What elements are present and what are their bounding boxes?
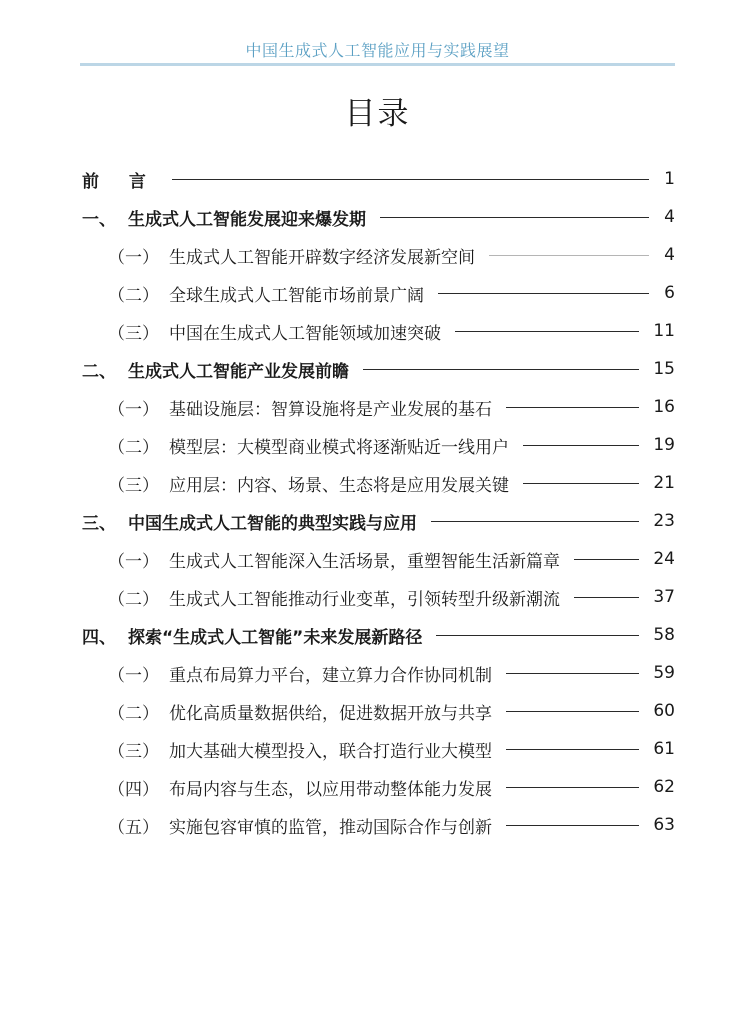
toc-section-row[interactable] bbox=[82, 426, 675, 464]
toc-leader-line bbox=[506, 787, 639, 788]
toc-entry-number: （五） bbox=[108, 817, 159, 838]
toc-entry-title: 生成式人工智能产业发展前瞻 bbox=[128, 361, 349, 382]
toc-section-row[interactable] bbox=[82, 692, 675, 730]
toc-page-number: 4 bbox=[664, 245, 675, 265]
toc-entry-title: 中国生成式人工智能的典型实践与应用 bbox=[128, 513, 417, 534]
toc-entry-number: （三） bbox=[108, 475, 159, 496]
toc-entry-title: 生成式人工智能推动行业变革，引领转型升级新潮流 bbox=[169, 589, 560, 610]
toc-leader-line bbox=[506, 673, 639, 674]
toc-entry-label bbox=[108, 243, 475, 268]
toc-leader-line bbox=[574, 559, 639, 560]
toc-leader-line bbox=[436, 635, 639, 636]
toc-page-number: 16 bbox=[653, 397, 675, 417]
toc-chapter-row[interactable] bbox=[82, 350, 675, 388]
toc-section-row[interactable] bbox=[82, 540, 675, 578]
toc-section-row[interactable] bbox=[82, 578, 675, 616]
toc-entry-title: 实施包容审慎的监管，推动国际合作与创新 bbox=[169, 817, 492, 838]
running-header: 中国生成式人工智能应用与实践展望 bbox=[245, 41, 510, 60]
toc-page-number: 61 bbox=[653, 739, 675, 759]
toc-entry-title: 生成式人工智能发展迎来爆发期 bbox=[128, 209, 366, 230]
toc-entry-label bbox=[108, 281, 424, 306]
toc-entry-number: （三） bbox=[108, 323, 159, 344]
toc-page-number: 58 bbox=[653, 625, 675, 645]
toc-entry-label bbox=[82, 205, 366, 230]
toc-leader-line bbox=[172, 179, 649, 180]
toc-entry-title: 模型层：大模型商业模式将逐渐贴近一线用户 bbox=[169, 437, 509, 458]
header-divider bbox=[80, 63, 675, 66]
toc-leader-line bbox=[489, 255, 649, 256]
toc-entry-number: 一、 bbox=[82, 209, 116, 230]
toc-entry-label bbox=[82, 509, 417, 534]
toc-section-row[interactable] bbox=[82, 654, 675, 692]
toc-page-number: 63 bbox=[653, 815, 675, 835]
toc-page-number: 24 bbox=[653, 549, 675, 569]
toc-entry-label bbox=[108, 547, 560, 572]
toc-entry-label bbox=[108, 395, 492, 420]
toc-section-row[interactable] bbox=[82, 312, 675, 350]
toc-entry-label bbox=[108, 737, 492, 762]
toc-leader-line bbox=[380, 217, 649, 218]
toc-entry-number: （一） bbox=[108, 399, 159, 420]
toc-leader-line bbox=[431, 521, 639, 522]
toc-entry-title: 探索“生成式人工智能”未来发展新路径 bbox=[128, 627, 423, 648]
toc-section-row[interactable] bbox=[82, 236, 675, 274]
toc-entry-label bbox=[108, 661, 492, 686]
toc-entry-label bbox=[108, 319, 441, 344]
toc-entry-number: （一） bbox=[108, 551, 159, 572]
table-of-contents bbox=[82, 160, 675, 844]
toc-entry-number: 三、 bbox=[82, 513, 116, 534]
toc-entry-number: 四、 bbox=[82, 627, 116, 648]
toc-leader-line bbox=[523, 445, 639, 446]
toc-entry-title: 优化高质量数据供给，促进数据开放与共享 bbox=[169, 703, 492, 724]
toc-entry-number: （一） bbox=[108, 247, 159, 268]
toc-entry-label bbox=[108, 699, 492, 724]
toc-entry-title: 生成式人工智能深入生活场景，重塑智能生活新篇章 bbox=[169, 551, 560, 572]
toc-section-row[interactable] bbox=[82, 730, 675, 768]
toc-entry-title: 前 言 bbox=[82, 171, 158, 192]
toc-title: 目录 bbox=[344, 96, 411, 132]
toc-entry-title: 基础设施层：智算设施将是产业发展的基石 bbox=[169, 399, 492, 420]
toc-entry-label bbox=[108, 813, 492, 838]
toc-entry-title: 应用层：内容、场景、生态将是应用发展关键 bbox=[169, 475, 509, 496]
toc-entry-label bbox=[108, 585, 560, 610]
toc-entry-number: （四） bbox=[108, 779, 159, 800]
toc-page-number: 1 bbox=[664, 169, 675, 189]
toc-section-row[interactable] bbox=[82, 806, 675, 844]
toc-chapter-row[interactable] bbox=[82, 198, 675, 236]
toc-page-number: 59 bbox=[653, 663, 675, 683]
toc-entry-label bbox=[108, 433, 509, 458]
toc-entry-number: （二） bbox=[108, 437, 159, 458]
toc-page-number: 21 bbox=[653, 473, 675, 493]
toc-entry-title: 中国在生成式人工智能领域加速突破 bbox=[169, 323, 441, 344]
toc-section-row[interactable] bbox=[82, 768, 675, 806]
toc-page-number: 4 bbox=[664, 207, 675, 227]
toc-leader-line bbox=[363, 369, 639, 370]
toc-entry-title: 全球生成式人工智能市场前景广阔 bbox=[169, 285, 424, 306]
toc-entry-title: 生成式人工智能开辟数字经济发展新空间 bbox=[169, 247, 475, 268]
toc-section-row[interactable] bbox=[82, 274, 675, 312]
toc-leader-line bbox=[506, 711, 639, 712]
toc-page-number: 15 bbox=[653, 359, 675, 379]
toc-leader-line bbox=[506, 825, 639, 826]
toc-chapter-row[interactable] bbox=[82, 502, 675, 540]
toc-page-number: 62 bbox=[653, 777, 675, 797]
toc-section-row[interactable] bbox=[82, 464, 675, 502]
toc-entry-title: 加大基础大模型投入，联合打造行业大模型 bbox=[169, 741, 492, 762]
toc-leader-line bbox=[438, 293, 649, 294]
toc-entry-label bbox=[82, 167, 158, 192]
toc-entry-number: （二） bbox=[108, 285, 159, 306]
toc-page-number: 6 bbox=[664, 283, 675, 303]
toc-page-number: 60 bbox=[653, 701, 675, 721]
toc-entry-label bbox=[108, 471, 509, 496]
toc-page-number: 37 bbox=[653, 587, 675, 607]
toc-leader-line bbox=[506, 407, 639, 408]
toc-entry-number: 二、 bbox=[82, 361, 116, 382]
toc-entry-number: （二） bbox=[108, 589, 159, 610]
toc-entry-number: （三） bbox=[108, 741, 159, 762]
toc-section-row[interactable] bbox=[82, 388, 675, 426]
toc-entry-label bbox=[82, 623, 422, 648]
toc-chapter-row[interactable] bbox=[82, 616, 675, 654]
toc-leader-line bbox=[523, 483, 639, 484]
toc-leader-line bbox=[574, 597, 639, 598]
toc-page-number: 23 bbox=[653, 511, 675, 531]
toc-entry-number: （一） bbox=[108, 665, 159, 686]
toc-page-number: 19 bbox=[653, 435, 675, 455]
toc-entry-title: 布局内容与生态，以应用带动整体能力发展 bbox=[169, 779, 492, 800]
toc-chapter-row[interactable] bbox=[82, 160, 675, 198]
toc-leader-line bbox=[506, 749, 639, 750]
toc-entry-label bbox=[108, 775, 492, 800]
toc-entry-title: 重点布局算力平台，建立算力合作协同机制 bbox=[169, 665, 492, 686]
toc-leader-line bbox=[455, 331, 639, 332]
toc-entry-label bbox=[82, 357, 349, 382]
toc-page-number: 11 bbox=[653, 321, 675, 341]
toc-entry-number: （二） bbox=[108, 703, 159, 724]
